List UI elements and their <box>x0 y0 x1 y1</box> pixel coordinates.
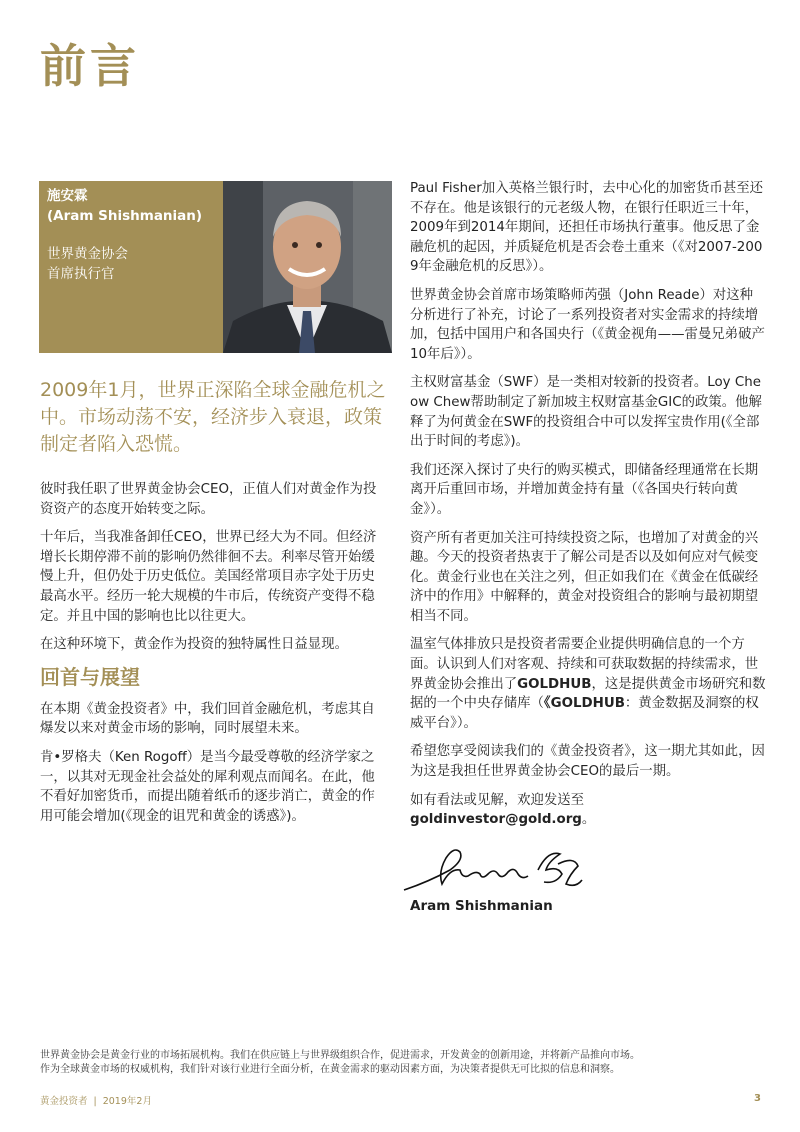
paragraph: 主权财富基金（SWF）是一类相对较新的投资者。Loy Cheow Chew帮助制定了新加坡主权财富基金GIC的政策。他解释了为何黄金在SWF的投资组合中可以发挥宝贵作用(《全部出于时间的考虑》)。 <box>410 375 762 450</box>
author-name-en: (Aram Shishmanian) <box>47 207 203 224</box>
publication-name: 黄金投资者 <box>40 1096 88 1107</box>
paragraph: 在这种环境下，黄金作为投资的独特属性日益显现。 <box>40 637 348 653</box>
page-title: 前言 <box>40 39 140 93</box>
paragraph: 十年后，当我准备卸任CEO，世界已经大为不同。但经济增长长期停滞不前的影响仍然徘徊不去。利率尽管开始缓慢上升，但仍处于历史低位。美国经常项目赤字处于历史最高水平。经历一轮大规模的牛市后，传统资产变得不稳定。并且中国的影响也比以往更大。 <box>40 530 377 624</box>
author-portrait <box>223 181 392 353</box>
profile-text <box>47 187 222 284</box>
paragraph: Paul Fisher加入英格兰银行时，去中心化的加密货币甚至还不存在。他是该银行的元老级人物，在银行任职近三十年，2009年到2014年期间，还担任市场执行董事。他反思了金融危机的起因，并质疑危机是否会卷土重来（《对2007-2009年金融危机的反思》）。 <box>410 181 763 275</box>
paragraph: 肯•罗格夫（Ken Rogoff）是当今最受尊敬的经济学家之一，以其对无现金社会益处的犀利观点而闻名。在此，他不看好加密货币，而提出随着纸币的逐步消亡，黄金的作用可能会增加(《现金的诅咒和黄金的诱惑》)。 <box>40 749 375 824</box>
signature-name: Aram Shishmanian <box>410 897 553 914</box>
paragraph: 资产所有者更加关注可持续投资之际，也增加了对黄金的兴趣。今天的投资者热衷于了解公司是否以及如何应对气候变化。黄金行业也在关注之列，但正如我们在《黄金在低碳经济中的作用》中解释的，黄金对投资组合的影响与最初期望相当不同。 <box>410 530 759 624</box>
right-column <box>410 179 766 914</box>
paragraph: 彼时我任职了世界黄金协会CEO，正值人们对黄金作为投资资产的态度开始转变之际。 <box>40 482 377 517</box>
author-role: 首席执行官 <box>47 265 115 282</box>
paragraph: 我们还深入探讨了央行的购买模式，即储备经理通常在长期离开后重回市场，并增加黄金持有量（《各国央行转向黄金》）。 <box>410 462 759 517</box>
section-heading: 回首与展望 <box>40 664 140 689</box>
signature-image <box>398 840 588 898</box>
author-name-zh: 施安霖 <box>47 188 88 204</box>
left-column <box>40 377 388 835</box>
author-organization: 世界黄金协会 <box>47 246 128 262</box>
goldhub-title: 《GOLDHUB <box>543 696 625 712</box>
organization-footnote <box>40 1049 770 1077</box>
page-number: 3 <box>754 1093 761 1104</box>
paragraph: 希望您享受阅读我们的《黄金投资者》，这一期尤其如此，因为这是我担任世界黄金协会CEO的最后一期。 <box>410 744 765 780</box>
goldhub-brand: GOLDHUB <box>517 676 592 692</box>
contact-paragraph: 如有看法或见解，欢迎发送至 goldinvestor@gold.org。 <box>410 792 596 828</box>
paragraph: 在本期《黄金投资者》中，我们回首金融危机，考虑其自爆发以来对黄金市场的影响，同时展望未来。 <box>40 701 375 737</box>
paragraph: 世界黄金协会首席市场策略师芮强（John Reade）对这种分析进行了补充，讨论了一系列投资者对实金需求的持续增加，包括中国用户和各国央行（《黄金视角——雷曼兄弟破产10年后》）。 <box>410 287 765 362</box>
publication-date: 2019年2月 <box>102 1096 152 1107</box>
lead-statement: 2009年1月，世界正深陷全球金融危机之中。市场动荡不安，经济步入衰退，政策制定者陷入恐慌。 <box>40 379 386 455</box>
footnote-line: 作为全球黄金市场的权威机构，我们针对该行业进行全面分析，在黄金需求的驱动因素方面，为决策者提供无可比拟的信息和洞察。 <box>40 1064 620 1075</box>
footnote-line: 世界黄金协会是黄金行业的市场拓展机构。我们在供应链上与世界级组织合作，促进需求，开发黄金的创新用途，并将新产品推向市场。 <box>40 1050 640 1061</box>
paragraph-goldhub: 温室气体排放只是投资者需要企业提供明确信息的一个方面。认识到人们对客观、持续和可获取数据的持续需求，世界黄金协会推出了GOLDHUB，这是提供黄金市场研究和数据的一个中央存储库（《GOLDHUB：黄金数据及洞察的权威平台》）。 <box>410 637 766 731</box>
footer-separator: | <box>93 1096 97 1107</box>
email-link[interactable]: goldinvestor@gold.org <box>410 812 582 828</box>
author-profile-box <box>39 181 392 353</box>
footer-publication <box>40 1093 152 1107</box>
